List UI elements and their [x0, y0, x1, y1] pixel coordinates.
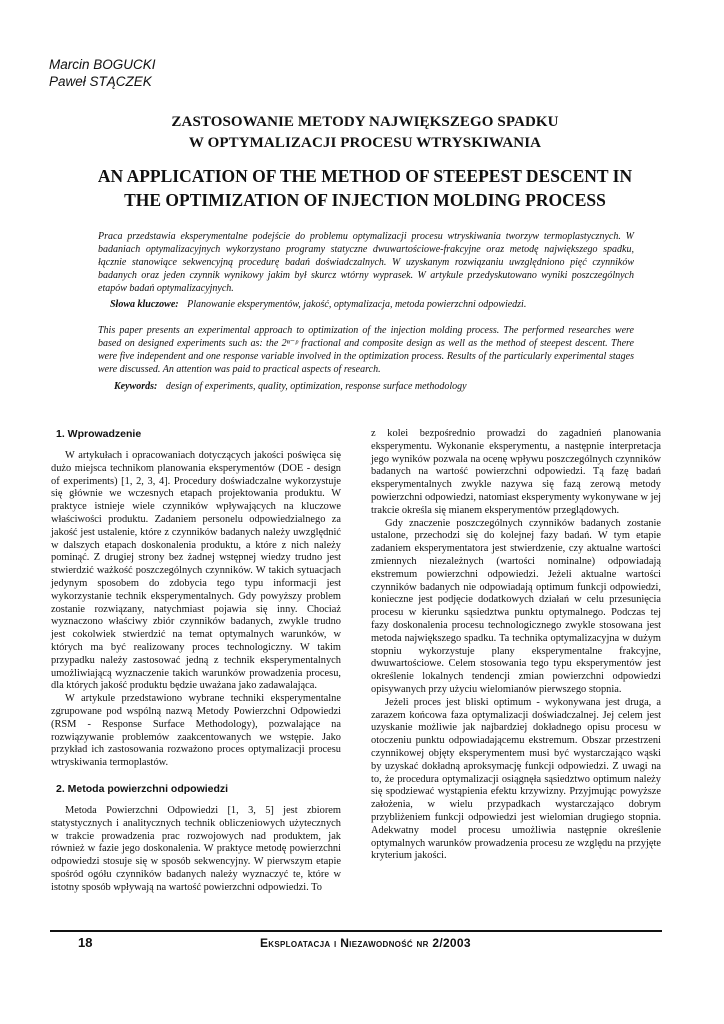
- left-column: [51, 428, 341, 895]
- section-1-paragraph-2: W artykule przedstawiono wybrane techniki eksperymentalne zgrupowane pod wspólną nazwą Metody Powierzchni Odpowiedzi (RSM - Response Surface Methodology), pozwalające na rozwiązywanie problemów zaakcentowanych we wstępie. Jako przykład ich zastosowania rozważono proces optymalizacji procesu wtryskiwania termoplastów.: [51, 693, 341, 769]
- journal-name-text: Eksploatacja i Niezawodność nr 2/2003: [260, 936, 471, 950]
- right-column: [371, 428, 661, 863]
- journal-name: [260, 936, 471, 950]
- keywords-english-label: Keywords:: [114, 381, 158, 392]
- title-english: [55, 164, 675, 212]
- section-2-paragraph-3: Gdy znaczenie poszczególnych czynników badanych zostanie ustalone, przechodzi się do kolejnej fazy badań. W tym etapie zadaniem eksperymentatora jest stwierdzenie, czy aktualne wartości zmiennych niezależnych (wartości nominalne) odpowiadają ekstremum powierzchni odpowiedzi. Jeżeli aktualne wartości czynników badanych nie odpowiadają optimum funkcji odpowiedzi, konieczne jest podjęcie dodatkowych działań w celu przesunięcia procesu w kierunku sąsiedztwa punktu optymalnego. Podczas tej fazy doskonalenia procesu technologicznego zwykle stosowana jest metoda największego spadku. Ta technika optymalizacyjna w dużym stopniu wykorzystuje plany eksperymentalne frakcyjne, dwuwartościowe. Celem stosowania tego typu eksperymentów jest określenie lokalnych tendencji zmian powierzchni odpowiedzi opisywanych przy użyciu wielomianów pierwszego stopnia.: [371, 517, 661, 695]
- page-number: 18: [78, 935, 93, 950]
- keywords-polish: [110, 298, 636, 311]
- title-english-line-1: AN APPLICATION OF THE METHOD OF STEEPEST DESCENT IN: [97, 166, 633, 186]
- section-2-paragraph-4: Jeżeli proces jest bliski optimum - wykonywana jest druga, a zarazem końcowa faza optymalizacji doświadczalnej. Jej celem jest uzyskanie możliwie jak najbardziej dokładnego opisu procesu w otoczeniu punktu odpowiadającemu ekstremum. Obszar przestrzeni czynnikowej objęty eksperymentem musi być wystarczająco wąski by uzyskać dokładną aproksymację funkcji odpowiedzi. Z uwagi na to, że procedura optymalizacji osiągnęła sąsiedztwo optimum należy się spodziewać wystąpienia efektu krzywizny. Przyjmując powyższe założenia, w wielu przypadkach wystarczająco dobrym przybliżeniem funkcji odpowiedzi jest wielomian drugiego stopnia. Adekwatny model procesu umożliwia następnie określenie optymalnych warunków prowadzenia procesu ze względu na przyjęte kryterium jakości.: [371, 696, 661, 862]
- author-2: Paweł STĄCZEK: [49, 74, 152, 89]
- author-1: Marcin BOGUCKI: [49, 57, 156, 72]
- section-2-heading: 2. Metoda powierzchni odpowiedzi: [56, 782, 229, 795]
- abstract-polish: Praca przedstawia eksperymentalne podejście do problemu optymalizacji procesu wtryskiwania tworzyw termoplastycznych. W badaniach optymalizacyjnych wykorzystano programy statyczne dwuwartościowe-frakcyjne oraz metodę największego spadku, łącznie stanowiące sekwencyjną procedurę badań doświadczalnych. W uzyskanym rozwiązaniu uwzględniono pięć czynników badanych oraz jeden czynnik wynikowy jakim był skurcz wtórny wyprasek. W artykule przedyskutowano wyniki poszczególnych etapów badań optymalizacyjnych.: [98, 231, 634, 294]
- section-1-heading: 1. Wprowadzenie: [56, 428, 142, 440]
- footer-rule: [50, 930, 662, 932]
- authors: [49, 56, 156, 90]
- section-2-paragraph-2: z kolei bezpośrednio prowadzi do zagadnień planowania eksperymentu. Wykonanie eksperymentu, a następnie interpretacja jego wyników pozwala na ocenę wpływu poszczególnych czynników badanych na wartość powierzchni odpowiedzi. Tą fazę badań eksperymentalnych zwykle nazywa się fazą zerową metody powierzchni odpowiedzi, natomiast eksperymenty wykonywane w jej trakcie określa się mianem eksperymentów przeglądowych.: [371, 428, 661, 516]
- keywords-english-text: design of experiments, quality, optimization, response surface methodology: [165, 381, 467, 392]
- title-english-line-2: THE OPTIMIZATION OF INJECTION MOLDING PROCESS: [124, 190, 606, 210]
- keywords-english: [114, 380, 640, 393]
- title-polish: [60, 112, 670, 154]
- section-1-paragraph-1: W artykułach i opracowaniach dotyczących jakości poświęca się dużo miejsca technikom planowania eksperymentów (DOE - design of experiments) [1, 2, 3, 4]. Procedury doświadczalne wykorzystuje się głównie we wczesnych etapach projektowania produktu. W praktyce istnieje wiele czynników wpływających na kluczowe właściwości produktu. Zadaniem personelu odpowiedzialnego za jakość jest ustalenie, które z czynników badanych należy uwzględnić w dalszych etapach doskonalenia produktu, a które z nich należy pominąć. Z drugiej strony bez żadnej wstępnej wiedzy trudno jest stwierdzić ważkość poszczególnych czynników. W takich sytuacjach jedynym sposobem do zdobycia tego typu informacji jest wykorzystanie technik eksperymentalnych. Gdy powyższy problem zostanie rozwiązany, natychmiast pojawia się inny. Chociaż wyznaczono właściwy zbiór czynników badanych, zwykle trudno jest cokolwiek stwierdzić na temat optymalnych warunków, w których ma być realizowany proces technologiczny. W takim przypadku należy zastosować jedną z technik eksperymentalnych umożliwiającą wyznaczenie takich warunków prowadzenia procesu, dla których jakość produktu będzie uważana jako zadawalająca.: [51, 450, 341, 692]
- section-2-paragraph-1: Metoda Powierzchni Odpowiedzi [1, 3, 5] jest zbiorem statystycznych i analitycznych technik obliczeniowych użytecznych w trakcie prowadzenia prac rozwojowych nad produktem, jak również w fazie jego doskonalenia. W praktyce metodę powierzchni odpowiedzi stosuje się w sposób sekwencyjny. W pierwszym etapie spośród ogółu czynników badanych należy wyznaczyć te, które w istotny sposób wpływają na wartość powierzchni odpowiedzi. To: [51, 804, 341, 893]
- title-polish-line-1: ZASTOSOWANIE METODY NAJWIĘKSZEGO SPADKU: [171, 114, 559, 130]
- keywords-polish-label: Słowa kluczowe:: [110, 299, 179, 310]
- title-polish-line-2: W OPTYMALIZACJI PROCESU WTRYSKIWANIA: [188, 135, 542, 151]
- abstract-english: This paper presents an experimental approach to optimization of the injection molding process. The performed researches were based on designed experiments such as: the 2ⁿ⁻ᵖ fractional and composite design as well as the method of steepest descent. There were five independent and one response variable involved in the optimization process. Results of the particularly experimental stages were discussed. An attention was paid to practical aspects of research.: [98, 325, 634, 375]
- keywords-polish-text: Planowanie eksperymentów, jakość, optymalizacja, metoda powierzchni odpowiedzi.: [187, 299, 527, 310]
